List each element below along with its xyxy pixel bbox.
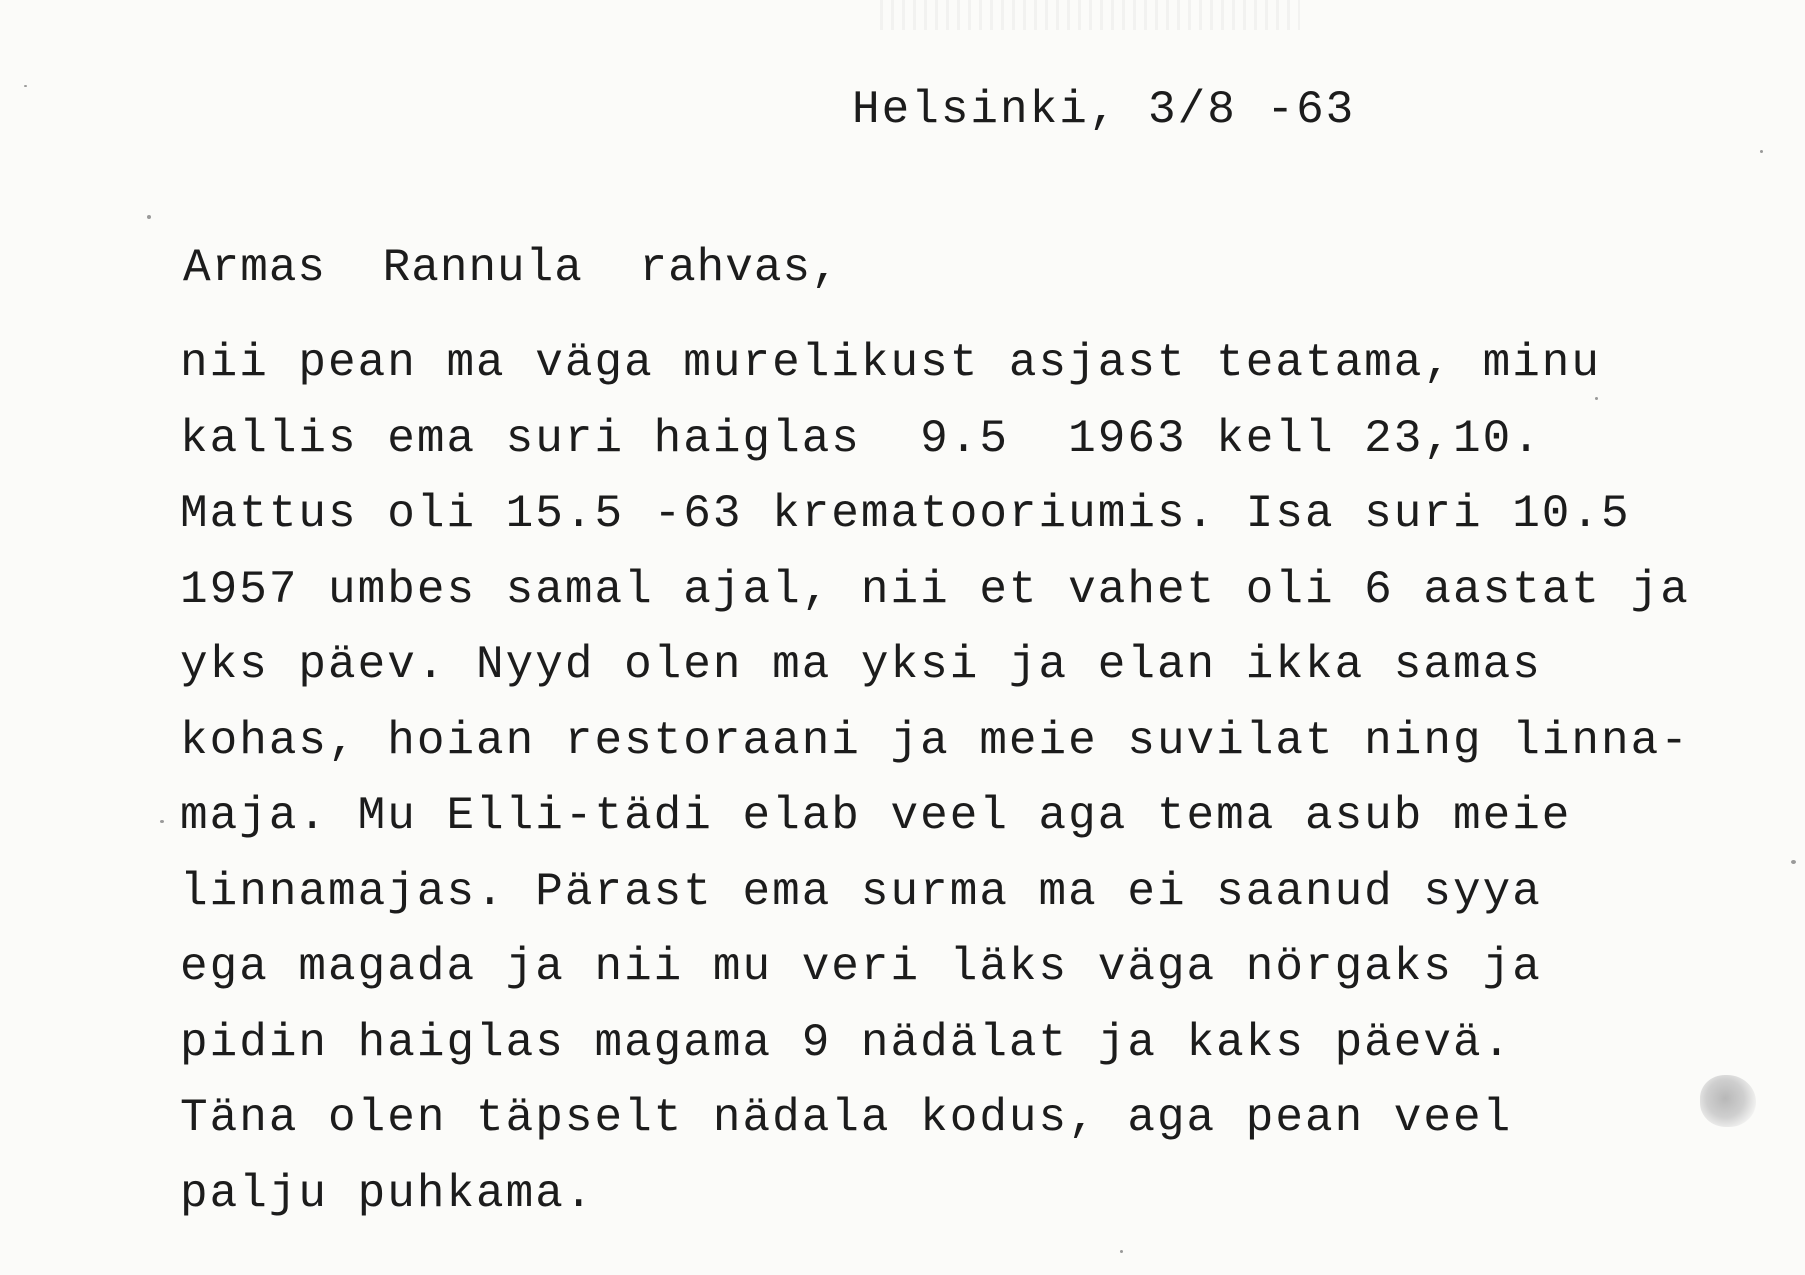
body-line: linnamajas. Pärast ema surma ma ei saanud syya <box>180 865 1542 918</box>
body-line: kohas, hoian restoraani ja meie suvilat ning linna- <box>180 714 1690 767</box>
paper-speck <box>1595 397 1598 400</box>
paper-speck <box>160 820 164 823</box>
body-line: pidin haiglas magama 9 nädälat ja kaks päevä. <box>180 1016 1513 1069</box>
letter-body <box>180 333 1690 1239</box>
body-line: palju puhkama. <box>180 1167 595 1220</box>
body-line: Mattus oli 15.5 -63 krematooriumis. Isa suri 10.5 <box>180 488 1631 540</box>
body-line: nii pean ma väga murelikust asjast teatama, minu <box>180 337 1602 389</box>
paper-speck <box>1791 860 1796 864</box>
paper-speck <box>1120 1250 1123 1253</box>
paper-speck <box>147 215 151 219</box>
body-line: maja. Mu Elli-tädi elab veel aga tema asub meie <box>180 790 1572 842</box>
body-line: Täna olen täpselt nädala kodus, aga pean veel <box>180 1092 1513 1144</box>
paper-noise <box>880 0 1300 30</box>
body-line: kallis ema suri haiglas 9.5 1963 kell 23,10. <box>180 412 1542 465</box>
body-line: yks päev. Nyyd olen ma yksi ja elan ikka samas <box>180 639 1542 691</box>
letter-salutation: Armas Rannula rahvas, <box>183 242 840 294</box>
letter-dateline: Helsinki, 3/8 -63 <box>852 84 1356 136</box>
paper-speck <box>1760 150 1763 153</box>
body-line: ega magada ja nii mu veri läks väga nörgaks ja <box>180 941 1542 993</box>
paper-speck <box>24 85 27 87</box>
ink-smudge <box>1700 1075 1756 1127</box>
body-line: 1957 umbes samal ajal, nii et vahet oli 6 aastat ja <box>180 563 1690 616</box>
